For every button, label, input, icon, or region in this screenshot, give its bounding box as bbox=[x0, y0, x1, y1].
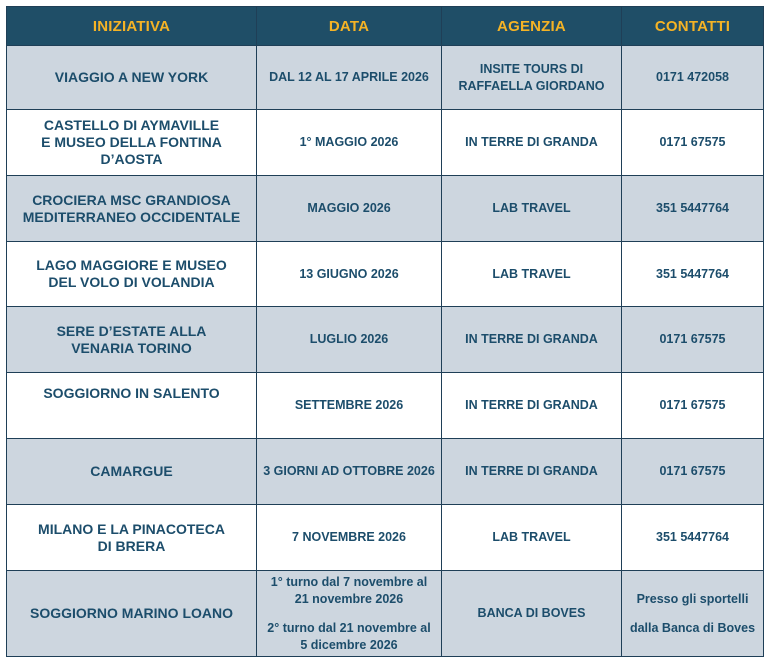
cell-agenzia bbox=[442, 46, 622, 110]
cell-text: LAGO MAGGIORE E MUSEO bbox=[36, 257, 227, 273]
cell-data bbox=[257, 110, 442, 176]
cell-text: 351 5447764 bbox=[656, 201, 729, 215]
table-row bbox=[7, 505, 764, 571]
table-body bbox=[7, 46, 764, 657]
cell-text: DI BRERA bbox=[97, 537, 166, 554]
cell-text: CASTELLO DI AYMAVILLE bbox=[43, 117, 220, 133]
cell-text: 351 5447764 bbox=[656, 530, 729, 544]
header-contatti: CONTATTI bbox=[622, 7, 764, 46]
cell-contatti bbox=[622, 571, 764, 657]
cell-text: dalla Banca di Boves bbox=[629, 620, 756, 635]
cell-text: SOGGIORNO IN SALENTO bbox=[43, 385, 220, 401]
cell-text: 5 dicembre 2026 bbox=[300, 637, 398, 652]
cell-text: LAB TRAVEL bbox=[492, 201, 571, 215]
header-iniziativa: INIZIATIVA bbox=[7, 7, 257, 46]
cell-text: 2° turno dal 21 novembre al bbox=[267, 620, 431, 635]
cell-text: RAFFAELLA GIORDANO bbox=[458, 78, 605, 93]
cell-text: MILANO E LA PINACOTECA bbox=[38, 520, 225, 537]
cell-data bbox=[257, 439, 442, 505]
cell-text: Presso gli sportelli bbox=[636, 591, 749, 606]
cell-text: 0171 67575 bbox=[659, 398, 726, 412]
cell-contatti bbox=[622, 46, 764, 110]
cell-gap bbox=[628, 608, 757, 620]
cell-text: 1° turno dal 7 novembre al bbox=[270, 574, 428, 589]
cell-data bbox=[257, 505, 442, 571]
cell-text: MAGGIO 2026 bbox=[307, 201, 391, 215]
cell-text: BANCA DI BOVES bbox=[477, 606, 586, 620]
cell-data bbox=[257, 46, 442, 110]
cell-text: INSITE TOURS DI bbox=[479, 61, 584, 76]
cell-iniziativa bbox=[7, 110, 257, 176]
cell-text: LAB TRAVEL bbox=[492, 266, 571, 281]
cell-contatti bbox=[622, 110, 764, 176]
cell-text: 3 GIORNI AD OTTOBRE 2026 bbox=[263, 464, 435, 478]
cell-text: DEL VOLO DI VOLANDIA bbox=[48, 274, 215, 290]
cell-text: 351 5447764 bbox=[656, 266, 729, 281]
cell-text: 0171 472058 bbox=[656, 70, 729, 84]
cell-gap bbox=[263, 608, 435, 620]
cell-data bbox=[257, 242, 442, 307]
cell-text: SOGGIORNO MARINO LOANO bbox=[30, 605, 233, 621]
cell-text: CAMARGUE bbox=[90, 463, 173, 479]
cell-text: MEDITERRANEO OCCIDENTALE bbox=[22, 208, 241, 225]
table-row bbox=[7, 176, 764, 242]
cell-iniziativa bbox=[7, 505, 257, 571]
table-header-row bbox=[7, 7, 764, 46]
cell-data bbox=[257, 307, 442, 373]
cell-text: 13 GIUGNO 2026 bbox=[299, 266, 399, 281]
header-data: DATA bbox=[257, 7, 442, 46]
cell-text: SETTEMBRE 2026 bbox=[294, 398, 404, 412]
cell-data bbox=[257, 176, 442, 242]
cell-agenzia bbox=[442, 307, 622, 373]
cell-data bbox=[257, 373, 442, 439]
cell-iniziativa bbox=[7, 176, 257, 242]
cell-text: VENARIA TORINO bbox=[71, 339, 192, 356]
cell-agenzia bbox=[442, 373, 622, 439]
cell-contatti bbox=[622, 439, 764, 505]
cell-text: SERE D’ESTATE ALLA bbox=[56, 322, 207, 339]
cell-text: IN TERRE DI GRANDA bbox=[465, 135, 598, 149]
cell-agenzia bbox=[442, 176, 622, 242]
header-agenzia: AGENZIA bbox=[442, 7, 622, 46]
cell-text: LUGLIO 2026 bbox=[309, 332, 389, 346]
cell-agenzia bbox=[442, 110, 622, 176]
cell-text: DAL 12 AL 17 APRILE 2026 bbox=[269, 70, 429, 84]
cell-agenzia bbox=[442, 571, 622, 657]
cell-agenzia bbox=[442, 439, 622, 505]
cell-text: IN TERRE DI GRANDA bbox=[465, 332, 598, 346]
cell-contatti bbox=[622, 307, 764, 373]
cell-contatti bbox=[622, 176, 764, 242]
cell-contatti bbox=[622, 242, 764, 307]
events-table-container bbox=[6, 6, 763, 657]
cell-text: 0171 67575 bbox=[659, 332, 726, 346]
cell-text: IN TERRE DI GRANDA bbox=[465, 398, 598, 412]
table-row bbox=[7, 110, 764, 176]
cell-iniziativa bbox=[7, 439, 257, 505]
cell-iniziativa bbox=[7, 46, 257, 110]
cell-text: E MUSEO DELLA FONTINA bbox=[41, 134, 222, 150]
table-row bbox=[7, 307, 764, 373]
cell-iniziativa bbox=[7, 373, 257, 439]
cell-agenzia bbox=[442, 242, 622, 307]
cell-agenzia bbox=[442, 505, 622, 571]
cell-iniziativa bbox=[7, 242, 257, 307]
events-table bbox=[6, 6, 764, 657]
cell-contatti bbox=[622, 505, 764, 571]
cell-contatti bbox=[622, 373, 764, 439]
cell-text: LAB TRAVEL bbox=[492, 530, 571, 544]
table-row bbox=[7, 46, 764, 110]
cell-text: 0171 67575 bbox=[659, 464, 726, 478]
table-row bbox=[7, 571, 764, 657]
table-row bbox=[7, 242, 764, 307]
cell-text: CROCIERA MSC GRANDIOSA bbox=[32, 191, 231, 208]
cell-iniziativa bbox=[7, 307, 257, 373]
cell-data bbox=[257, 571, 442, 657]
cell-text: D’AOSTA bbox=[100, 151, 163, 167]
cell-text: 1° MAGGIO 2026 bbox=[299, 135, 399, 149]
cell-text: VIAGGIO A NEW YORK bbox=[54, 69, 209, 85]
cell-iniziativa bbox=[7, 571, 257, 657]
cell-text: 21 novembre 2026 bbox=[294, 591, 404, 606]
table-row bbox=[7, 439, 764, 505]
cell-text: IN TERRE DI GRANDA bbox=[465, 464, 598, 478]
cell-text: 7 NOVEMBRE 2026 bbox=[292, 530, 406, 544]
table-row bbox=[7, 373, 764, 439]
cell-text: 0171 67575 bbox=[659, 135, 726, 149]
